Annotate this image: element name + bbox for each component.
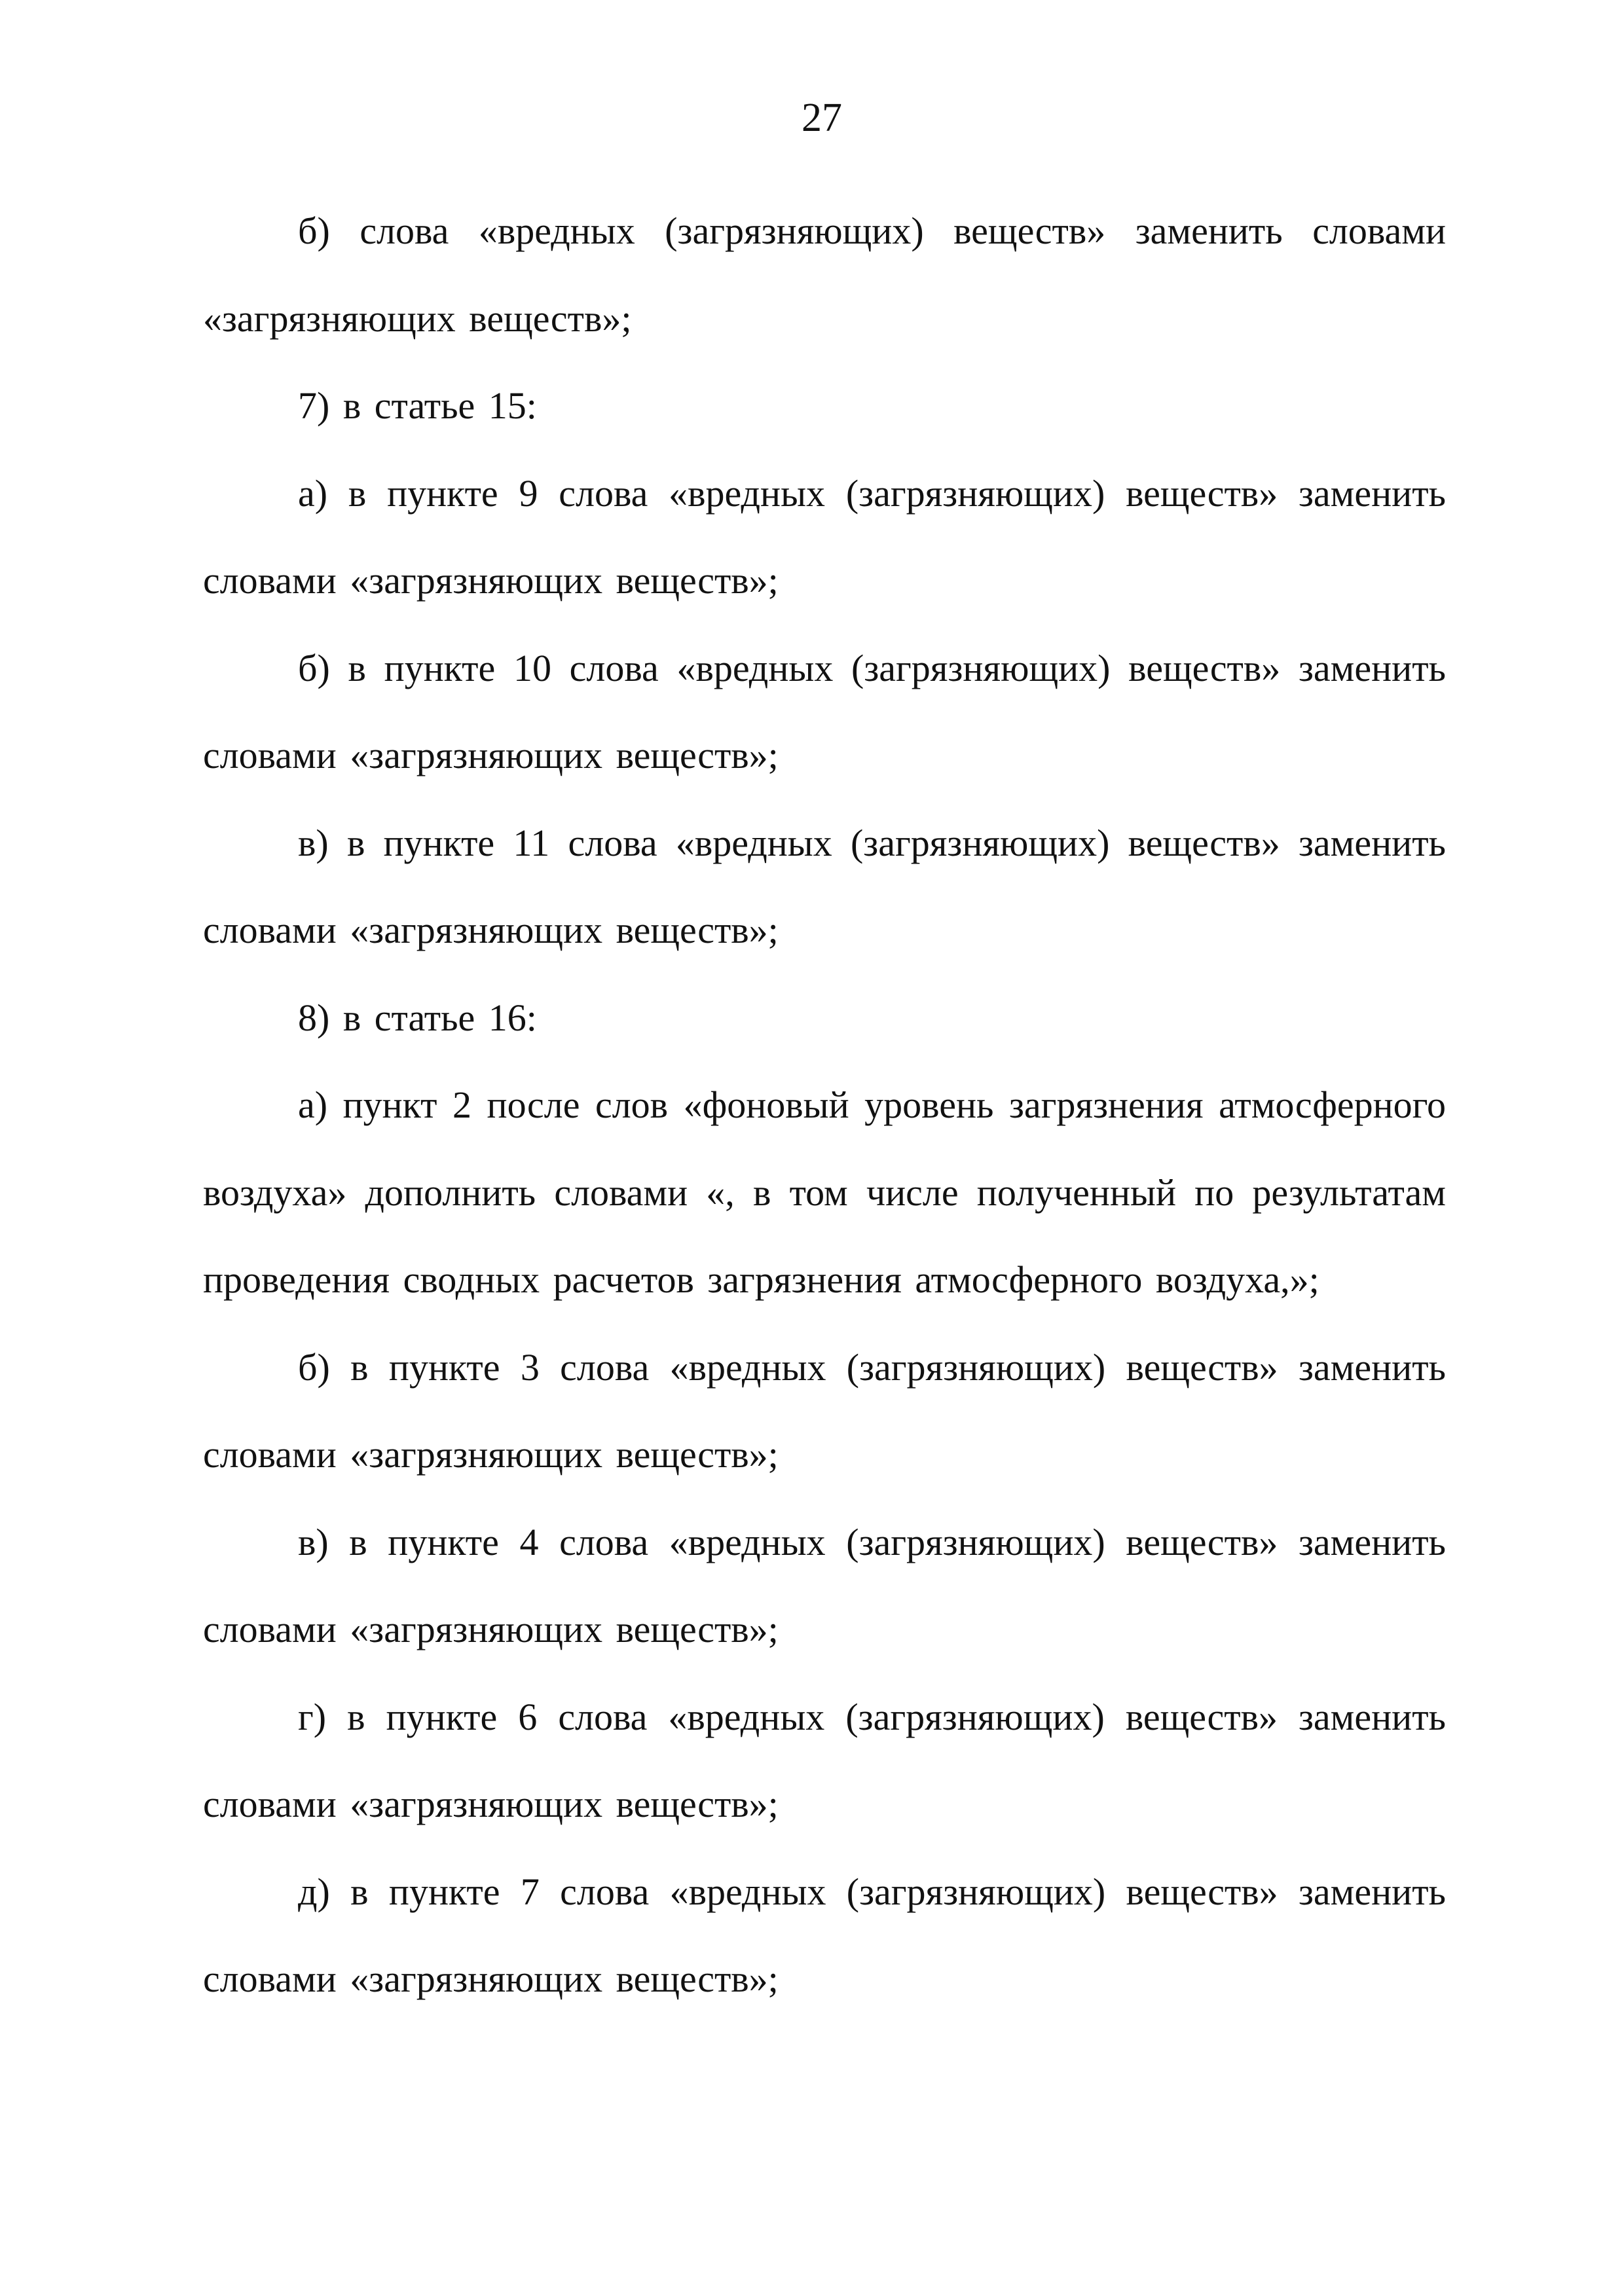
item-8v-first-line: в) в пункте 4 слова «вредных (загрязняющих) веществ» заменить — [298, 1520, 1446, 1563]
item-8d-first-line: д) в пункте 7 слова «вредных (загрязняющих) веществ» заменить — [298, 1870, 1446, 1913]
page-number: 27 — [802, 96, 842, 140]
item-8g-continuation: словами «загрязняющих веществ»; — [203, 1783, 779, 1825]
item-7a-first-line: а) в пункте 9 слова «вредных (загрязняющих) веществ» заменить — [298, 471, 1446, 515]
item-8b-continuation: словами «загрязняющих веществ»; — [203, 1433, 779, 1476]
item-7a-continuation: словами «загрязняющих веществ»; — [203, 559, 779, 602]
item-8-heading: 8) в статье 16: — [298, 996, 537, 1039]
item-7v-first-line: в) в пункте 11 слова «вредных (загрязняющих) веществ» заменить — [298, 821, 1446, 864]
item-8d-continuation: словами «загрязняющих веществ»; — [203, 1958, 779, 2000]
item-8v-continuation: словами «загрязняющих веществ»; — [203, 1608, 779, 1650]
item-7b-first-line: б) в пункте 10 слова «вредных (загрязняющих) веществ» заменить — [298, 646, 1446, 689]
paragraph-b-continuation: «загрязняющих веществ»; — [203, 297, 632, 340]
paragraph-b-first-line: б) слова «вредных (загрязняющих) веществ» заменить словами — [298, 210, 1446, 252]
item-7b-continuation: словами «загрязняющих веществ»; — [203, 734, 779, 776]
item-7-heading: 7) в статье 15: — [298, 384, 537, 427]
item-8b-first-line: б) в пункте 3 слова «вредных (загрязняющих) веществ» заменить — [298, 1345, 1446, 1389]
item-7v-continuation: словами «загрязняющих веществ»; — [203, 909, 779, 951]
item-8g-first-line: г) в пункте 6 слова «вредных (загрязняющих) веществ» заменить — [298, 1695, 1446, 1738]
item-8a-paragraph: а) пункт 2 после слов «фоновый уровень загрязнения атмосферного воздуха» дополнить словами «, в том числе полученный по результатам проведения сводных расчетов загрязнения атмосферного воздуха,»; — [203, 1084, 1446, 1301]
document-body — [203, 187, 1446, 2023]
